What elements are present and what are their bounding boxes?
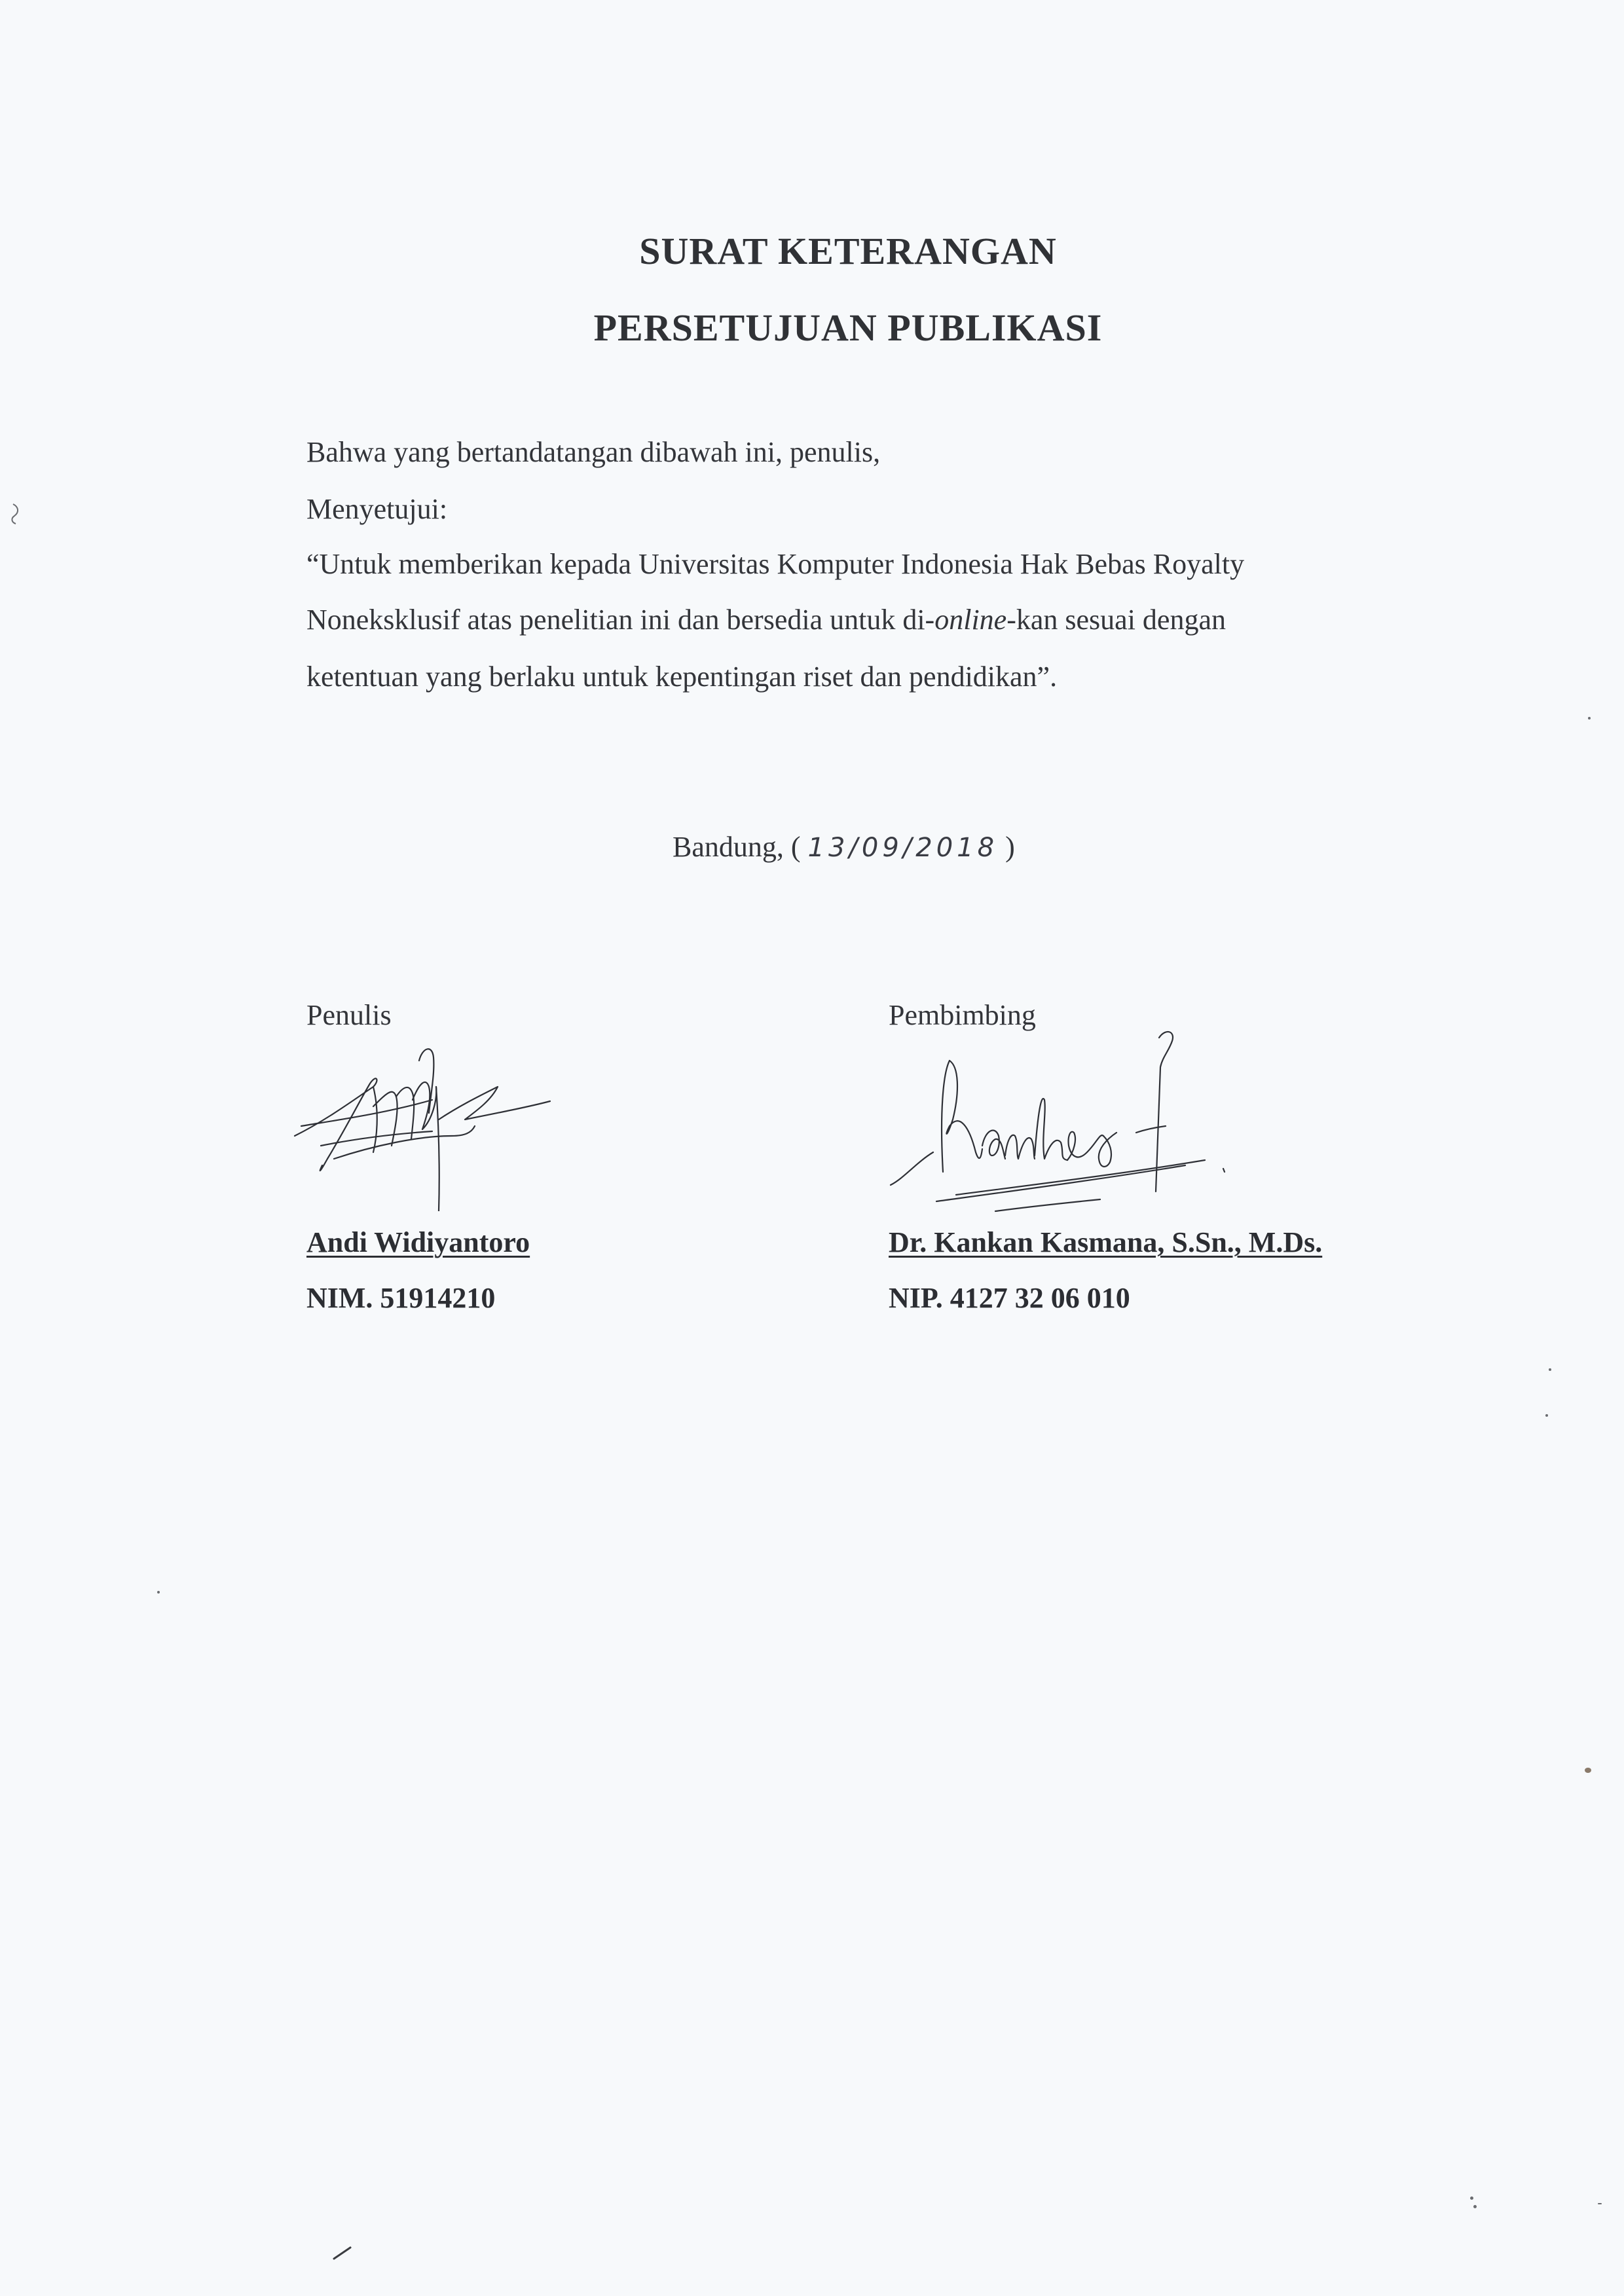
advisor-signature [877,1021,1244,1231]
body-line-3: “Untuk memberikan kepada Universitas Komputer Indonesia Hak Bebas Royalty [306,548,1245,580]
body-line-4-post: -kan sesuai dengan [1006,604,1226,636]
document-title-line-1: SURAT KETERANGAN [639,230,1057,272]
body-line-5: ketentuan yang berlaku untuk kepentingan riset dan pendidikan”. [306,661,1058,693]
author-role-label: Penulis [306,999,392,1031]
date-line [673,830,1015,864]
paper-speck [1549,1368,1551,1371]
advisor-role-label: Pembimbing [889,999,1036,1031]
paper-speck [1473,2205,1477,2208]
paper-speck [1470,2196,1473,2200]
advisor-staff-id: NIP. 4127 32 06 010 [889,1282,1130,1314]
author-student-id: NIM. 51914210 [306,1282,496,1314]
body-line-2: Menyetujui: [306,493,448,525]
body-line-4-pre: Noneksklusif atas penelitian ini dan bersedia untuk di- [306,604,935,636]
handwritten-date: 13/09/2018 [807,833,999,863]
paper-speck [1588,717,1591,720]
date-suffix: ) [1005,831,1015,863]
paper-speck [1598,2203,1602,2204]
paper-speck [1585,1768,1591,1773]
advisor-name: Dr. Kankan Kasmana, S.Sn., M.Ds. [889,1226,1323,1258]
paper-mark [7,498,26,537]
body-line-4-italic: online [934,604,1007,636]
body-line-1: Bahwa yang bertandatangan dibawah ini, penulis, [306,436,881,468]
document-title-line-2: PERSETUJUAN PUBLIKASI [593,306,1103,349]
author-signature [282,1021,563,1211]
paper-speck [1545,1414,1548,1417]
date-prefix: Bandung, ( [673,831,801,863]
author-name: Andi Widiyantoro [306,1226,530,1258]
paper-mark [331,2242,357,2262]
body-line-4 [306,603,1226,636]
paper-speck [157,1591,160,1594]
